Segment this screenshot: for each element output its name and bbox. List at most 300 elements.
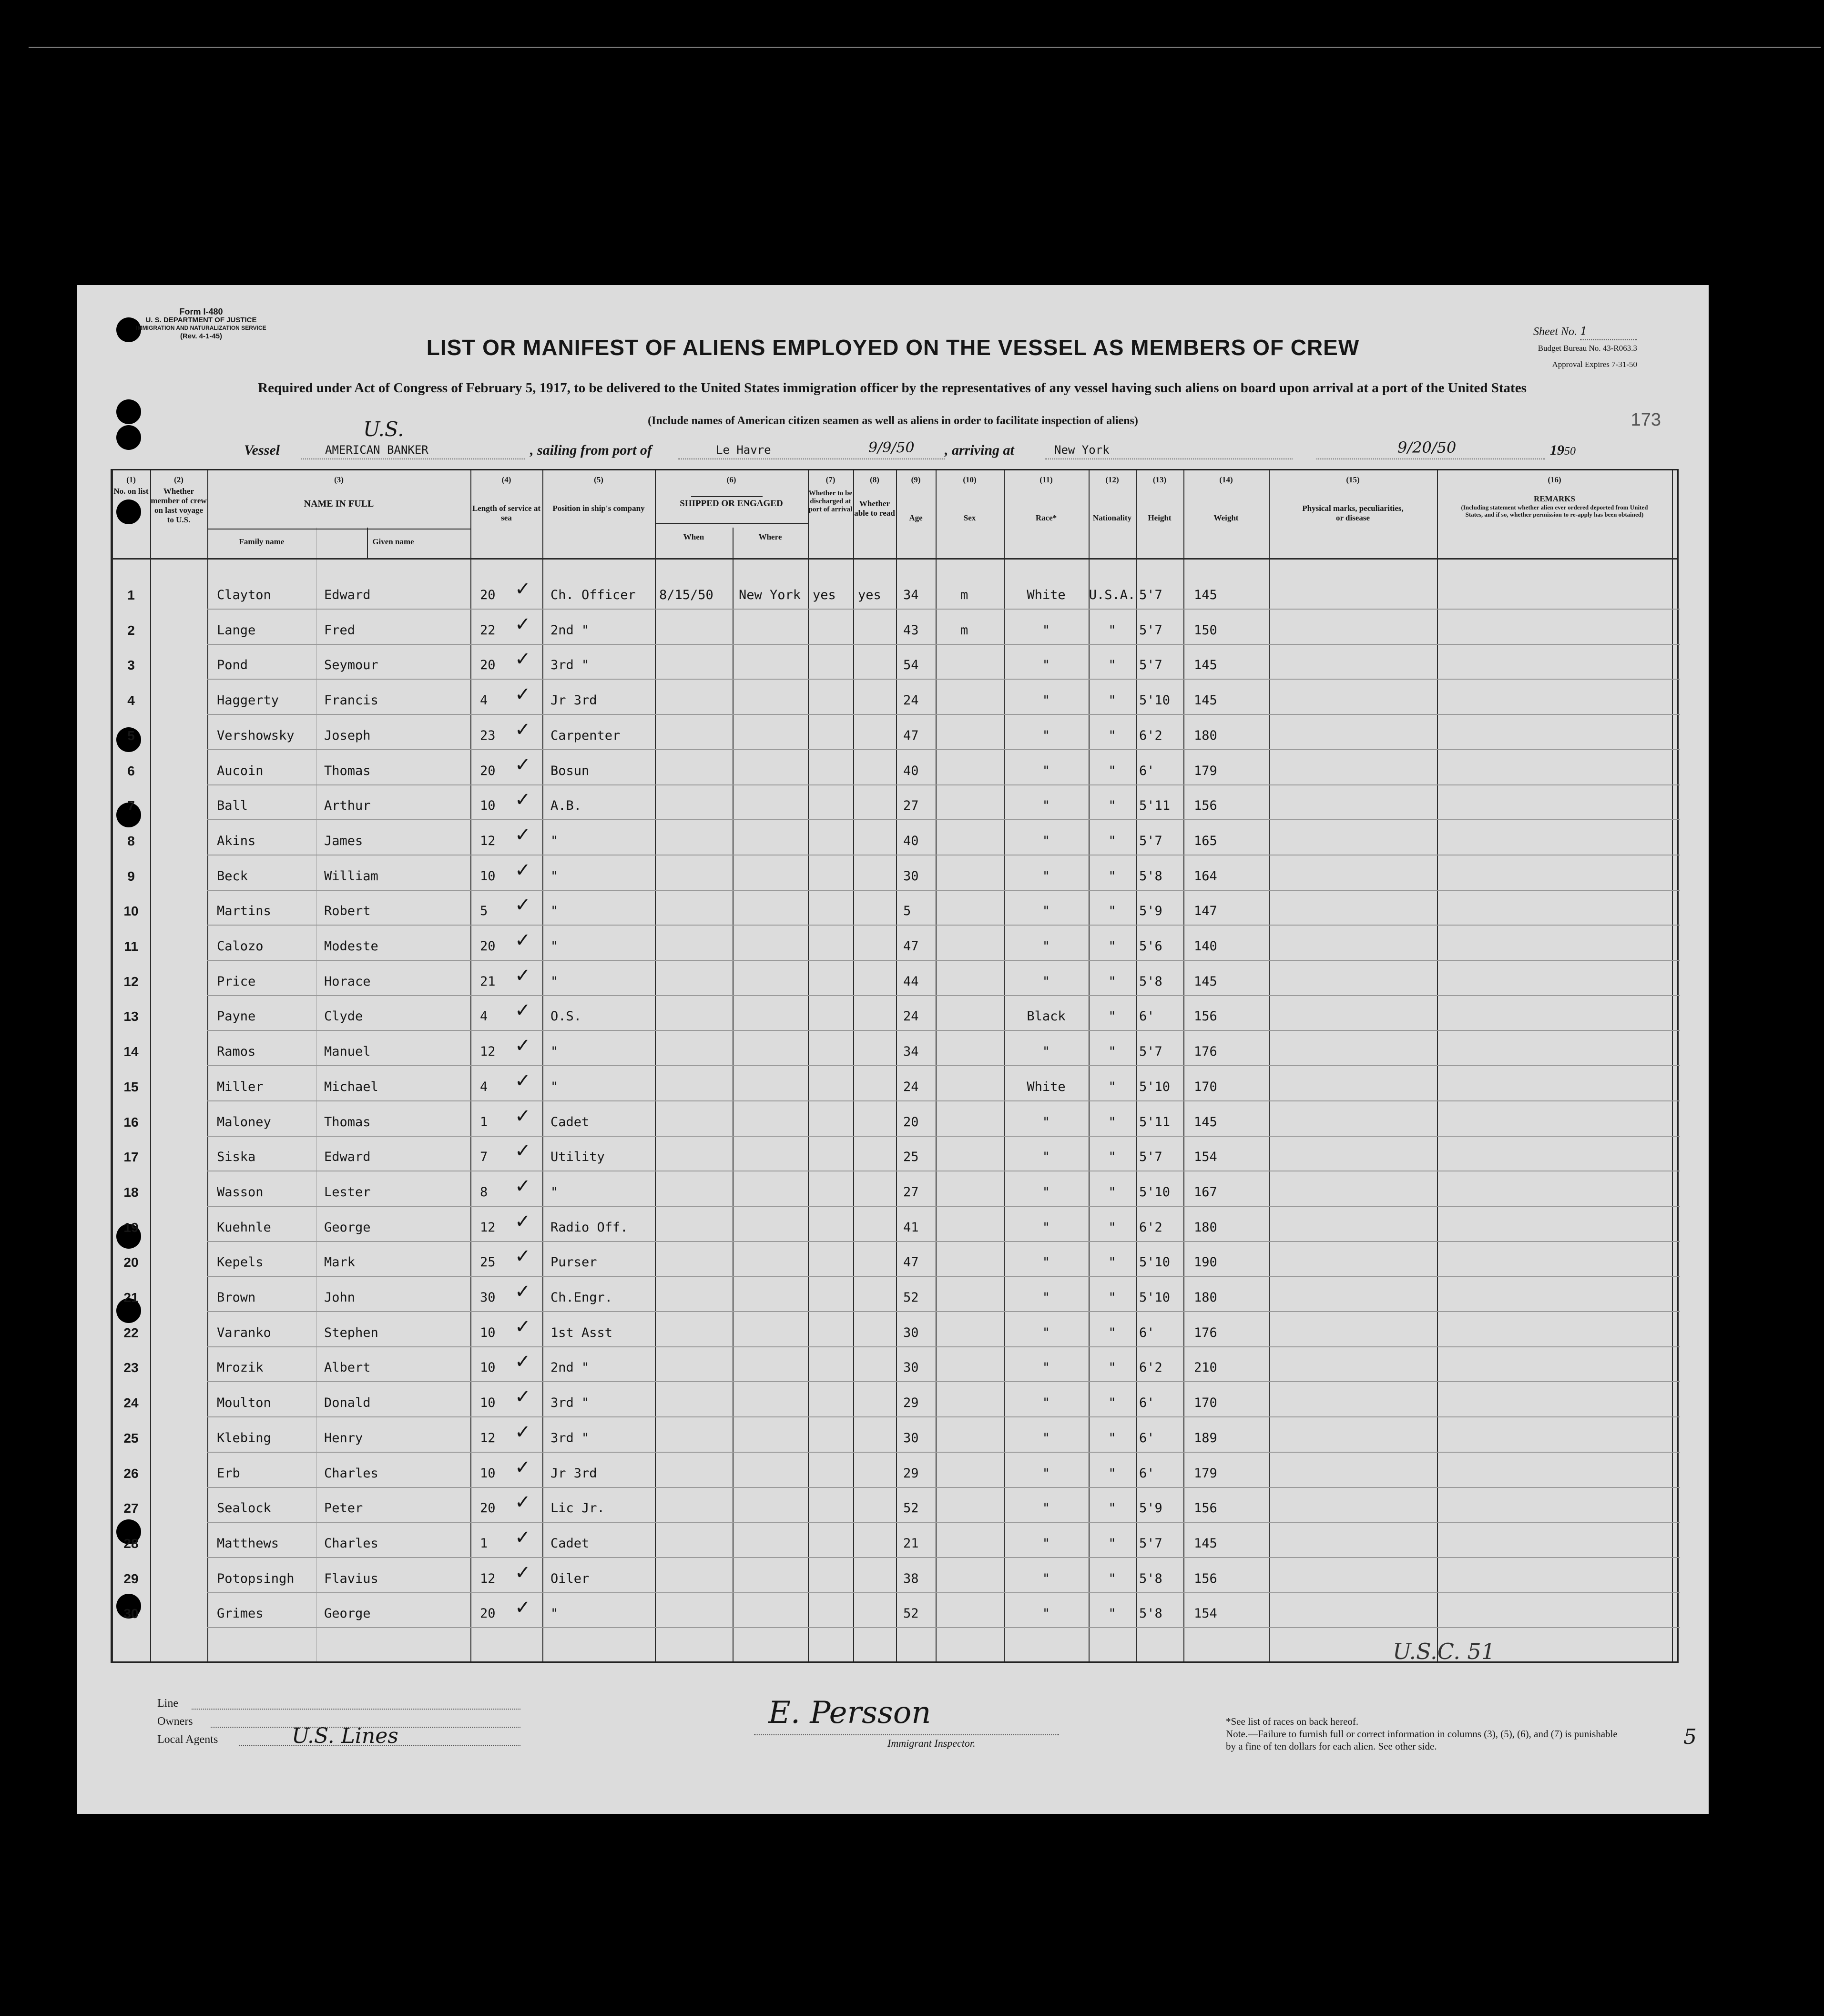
row-number: 14: [123, 1044, 139, 1059]
row-number: 22: [123, 1325, 139, 1340]
family-name: Erb: [217, 1466, 240, 1481]
table-row: [112, 1458, 1680, 1494]
department-name: U. S. DEPARTMENT OF JUSTICE: [145, 316, 257, 324]
nationality: ": [1108, 763, 1116, 778]
position: ": [550, 904, 559, 919]
row-number: 24: [123, 1395, 139, 1411]
table-row: [112, 1177, 1680, 1212]
nationality: ": [1108, 1220, 1116, 1235]
table-row: [112, 1001, 1680, 1037]
given-name: Manuel: [324, 1044, 371, 1059]
given-name-header: Given name: [372, 537, 414, 546]
arriving-label: , arriving at: [945, 442, 1014, 458]
position: Jr 3rd: [550, 1466, 597, 1481]
row-rule: [207, 1381, 1680, 1382]
race: ": [1042, 798, 1050, 814]
given-name: John: [324, 1290, 356, 1305]
nationality: ": [1108, 1044, 1116, 1059]
family-name: Grimes: [217, 1606, 264, 1621]
check-mark-icon: ✓: [515, 1351, 531, 1373]
check-mark-icon: ✓: [515, 1491, 531, 1514]
family-name-header: Family name: [239, 537, 285, 546]
shipped-where: New York: [739, 588, 801, 602]
position: Radio Off.: [550, 1220, 628, 1235]
weight: 180: [1194, 1220, 1217, 1235]
check-mark-icon: ✓: [515, 824, 531, 846]
age: 27: [903, 798, 919, 814]
col5-header: (5) Position in ship's company: [552, 475, 645, 513]
table-row: [112, 1283, 1680, 1318]
nationality: ": [1108, 1184, 1116, 1200]
sailing-port: Le Havre: [716, 443, 771, 457]
nationality: ": [1108, 658, 1116, 673]
row-rule: [207, 784, 1680, 785]
table-row: [112, 1423, 1680, 1458]
height: 5'10: [1139, 1184, 1171, 1200]
service-length: 4: [480, 1079, 488, 1094]
family-name: Klebing: [217, 1430, 271, 1446]
age: 29: [903, 1395, 919, 1411]
nationality: ": [1108, 1501, 1116, 1516]
weight: 156: [1194, 1571, 1217, 1586]
height: 5'11: [1139, 1114, 1171, 1130]
nationality: ": [1108, 833, 1116, 848]
manifest-sheet: [77, 285, 1709, 1814]
given-name: Henry: [324, 1430, 363, 1446]
col9-header: (9) Age: [909, 475, 923, 522]
check-mark-icon: ✓: [515, 1315, 531, 1338]
family-name: Siska: [217, 1150, 256, 1165]
family-name: Calozo: [217, 939, 264, 954]
check-mark-icon: ✓: [515, 1526, 531, 1548]
height: 5'11: [1139, 798, 1171, 814]
given-name: Edward: [324, 588, 371, 602]
nationality: ": [1108, 798, 1116, 814]
position: Jr 3rd: [550, 693, 597, 708]
position: Bosun: [550, 763, 590, 778]
weight: 145: [1194, 1536, 1217, 1551]
row-rule: [207, 1311, 1680, 1312]
family-name: Clayton: [217, 588, 271, 602]
weight: 145: [1194, 658, 1217, 673]
vessel-name: AMERICAN BANKER: [325, 443, 428, 457]
service-length: 8: [480, 1184, 488, 1200]
age: 30: [903, 1430, 919, 1446]
service-length: 12: [480, 1430, 496, 1446]
table-row: [112, 1599, 1680, 1634]
given-name: Michael: [324, 1079, 378, 1094]
race: ": [1042, 1395, 1050, 1411]
col12-header: (12) Nationality: [1092, 475, 1132, 522]
check-mark-icon: ✓: [515, 1281, 531, 1303]
table-row: [112, 615, 1680, 651]
race: ": [1042, 904, 1050, 919]
age: 34: [903, 1044, 919, 1059]
row-number: 3: [127, 658, 135, 673]
sex: m: [960, 622, 968, 638]
local-agents-value: U.S. Lines: [292, 1724, 398, 1748]
position: 2nd ": [550, 1360, 590, 1375]
position: 1st Asst: [550, 1325, 613, 1340]
col10-header: (10) Sex: [963, 475, 977, 522]
family-name: Akins: [217, 833, 256, 848]
row-number: 26: [123, 1466, 139, 1481]
row-number: 28: [123, 1536, 139, 1551]
row-number: 5: [127, 728, 135, 743]
given-name: Fred: [324, 622, 356, 638]
row-rule: [207, 1452, 1680, 1453]
position: Cadet: [550, 1114, 590, 1130]
race: ": [1042, 693, 1050, 708]
row-rule: [207, 1346, 1680, 1347]
page-mark: 5: [1683, 1725, 1697, 1749]
position: Cadet: [550, 1536, 590, 1551]
nationality: ": [1108, 1079, 1116, 1094]
family-name: Matthews: [217, 1536, 279, 1551]
sailing-label: , sailing from port of: [530, 442, 652, 458]
race: Black: [1027, 1009, 1066, 1024]
table-row: [112, 1493, 1680, 1528]
weight: 156: [1194, 1009, 1217, 1024]
race: ": [1042, 833, 1050, 848]
row-rule: [207, 1065, 1680, 1066]
check-mark-icon: ✓: [515, 1386, 531, 1408]
given-name: Horace: [324, 974, 371, 989]
height: 6': [1139, 1466, 1155, 1481]
position: 3rd ": [550, 1430, 590, 1446]
age: 24: [903, 693, 919, 708]
height: 5'8: [1139, 1571, 1162, 1586]
age: 40: [903, 833, 919, 848]
check-mark-icon: ✓: [515, 859, 531, 881]
service-length: 4: [480, 693, 488, 708]
arriving-date-line: [1316, 458, 1545, 459]
check-mark-icon: ✓: [515, 929, 531, 951]
height: 5'7: [1139, 1150, 1162, 1165]
given-name: Peter: [324, 1501, 363, 1516]
height: 6': [1139, 763, 1155, 778]
position: Oiler: [550, 1571, 590, 1586]
height: 6'2: [1139, 1360, 1162, 1375]
row-number: 17: [123, 1150, 139, 1165]
weight: 170: [1194, 1395, 1217, 1411]
punch-hole: [116, 425, 141, 450]
family-name: Ball: [217, 798, 248, 814]
race: ": [1042, 1184, 1050, 1200]
age: 30: [903, 1325, 919, 1340]
age: 25: [903, 1150, 919, 1165]
arriving-port: New York: [1054, 443, 1110, 457]
crew-manifest-table: [111, 469, 1679, 1663]
budget-bureau-number: Budget Bureau No. 43-R063.3: [1538, 344, 1637, 353]
given-name: George: [324, 1606, 371, 1621]
height: 5'7: [1139, 588, 1162, 602]
service-length: 20: [480, 1501, 496, 1516]
nationality: ": [1108, 1114, 1116, 1130]
check-mark-icon: ✓: [515, 683, 531, 706]
position: O.S.: [550, 1009, 582, 1024]
row-number: 16: [123, 1114, 139, 1130]
service-length: 30: [480, 1290, 496, 1305]
arriving-line: [1045, 458, 1293, 459]
check-mark-icon: ✓: [515, 1069, 531, 1092]
table-row: [112, 1353, 1680, 1388]
family-name: Sealock: [217, 1501, 271, 1516]
age: 47: [903, 939, 919, 954]
table-row: [112, 1037, 1680, 1072]
col2-header: (2) Whether member of crew on last voyage to U.S.: [151, 475, 207, 524]
position: 3rd ": [550, 658, 590, 673]
document-subnote: (Include names of American citizen seamen as well as aliens in order to facilitate inspection of aliens): [648, 415, 1138, 427]
row-number: 13: [123, 1009, 139, 1024]
col11-header: (11) Race*: [1035, 475, 1057, 522]
nationality: ": [1108, 728, 1116, 743]
table-row: [112, 1561, 1680, 1599]
height: 5'7: [1139, 1044, 1162, 1059]
position: ": [550, 833, 559, 848]
given-name: William: [324, 868, 378, 884]
nationality: ": [1108, 1290, 1116, 1305]
weight: 156: [1194, 1501, 1217, 1516]
family-name: Varanko: [217, 1325, 271, 1340]
race: ": [1042, 939, 1050, 954]
weight: 156: [1194, 798, 1217, 814]
table-row: [112, 896, 1680, 931]
weight: 179: [1194, 1466, 1217, 1481]
check-mark-icon: ✓: [515, 613, 531, 635]
family-name: Price: [217, 974, 256, 989]
col15-header: (15) Physical marks, peculiarities, or disease: [1302, 475, 1404, 522]
approval-expiry: Approval Expires 7-31-50: [1552, 360, 1637, 369]
table-row: [112, 1107, 1680, 1142]
given-name: Lester: [324, 1184, 371, 1200]
age: 5: [903, 904, 911, 919]
family-name: Brown: [217, 1290, 256, 1305]
check-mark-icon: ✓: [515, 1035, 531, 1057]
row-rule: [207, 960, 1680, 961]
row-number: 29: [123, 1571, 139, 1586]
col4-header: (4) Length of service at sea: [472, 475, 541, 522]
age: 29: [903, 1466, 919, 1481]
able-to-read: yes: [858, 588, 881, 602]
position: ": [550, 1044, 559, 1059]
weight: 189: [1194, 1430, 1217, 1446]
race: White: [1027, 588, 1066, 602]
given-name: Joseph: [324, 728, 371, 743]
sailing-line: [678, 458, 945, 459]
age: 27: [903, 1184, 919, 1200]
table-row: [112, 1388, 1680, 1423]
position: ": [550, 1606, 559, 1621]
weight: 147: [1194, 904, 1217, 919]
nationality: ": [1108, 1255, 1116, 1270]
service-length: 10: [480, 868, 496, 884]
race: ": [1042, 868, 1050, 884]
weight: 154: [1194, 1150, 1217, 1165]
weight: 154: [1194, 1606, 1217, 1621]
check-mark-icon: ✓: [515, 1597, 531, 1619]
inspector-label: Immigrant Inspector.: [887, 1737, 976, 1749]
height: 5'7: [1139, 622, 1162, 638]
col6-header: (6) SHIPPED OR ENGAGED: [680, 475, 783, 509]
row-rule: [207, 749, 1680, 750]
owners-label: Owners: [157, 1715, 193, 1728]
year-suffix: 50: [1564, 445, 1576, 458]
nationality: ": [1108, 622, 1116, 638]
nationality: ": [1108, 974, 1116, 989]
table-row: [112, 580, 1680, 615]
race: ": [1042, 1325, 1050, 1340]
service-length: 20: [480, 658, 496, 673]
row-number: 1: [127, 588, 135, 602]
service-length: 12: [480, 1571, 496, 1586]
check-mark-icon: ✓: [515, 1245, 531, 1268]
vessel-line: [301, 458, 525, 459]
check-mark-icon: ✓: [515, 718, 531, 741]
nationality: ": [1108, 1360, 1116, 1375]
row-rule: [207, 1276, 1680, 1277]
weight: 145: [1194, 588, 1217, 602]
service-length: 12: [480, 833, 496, 848]
given-name: Flavius: [324, 1571, 378, 1586]
service-length: 20: [480, 588, 496, 602]
row-rule: [207, 1487, 1680, 1488]
race: ": [1042, 1466, 1050, 1481]
race: ": [1042, 1044, 1050, 1059]
position: Purser: [550, 1255, 597, 1270]
height: 6': [1139, 1009, 1155, 1024]
given-name: Clyde: [324, 1009, 363, 1024]
nationality: ": [1108, 868, 1116, 884]
service-length: 10: [480, 1360, 496, 1375]
sex: m: [960, 588, 968, 602]
given-name: Arthur: [324, 798, 371, 814]
weight: 176: [1194, 1325, 1217, 1340]
when-header: When: [683, 532, 704, 541]
family-name: Ramos: [217, 1044, 256, 1059]
nationality: ": [1108, 1009, 1116, 1024]
given-name: George: [324, 1220, 371, 1235]
height: 5'6: [1139, 939, 1162, 954]
weight: 150: [1194, 622, 1217, 638]
height: 6'2: [1139, 728, 1162, 743]
inspector-signature: E. Persson: [768, 1695, 931, 1731]
age: 44: [903, 974, 919, 989]
age: 40: [903, 763, 919, 778]
given-name: Robert: [324, 904, 371, 919]
family-name: Miller: [217, 1079, 264, 1094]
family-name: Beck: [217, 868, 248, 884]
table-row: [112, 650, 1680, 685]
weight: 140: [1194, 939, 1217, 954]
nationality: ": [1108, 1571, 1116, 1586]
table-row: [112, 1212, 1680, 1248]
service-length: 7: [480, 1150, 488, 1165]
row-number: 25: [123, 1430, 139, 1446]
family-name: Martins: [217, 904, 271, 919]
col8-header: (8) Whether able to read: [854, 475, 895, 518]
nationality: ": [1108, 693, 1116, 708]
age: 47: [903, 1255, 919, 1270]
given-name: Charles: [324, 1466, 378, 1481]
service-length: 10: [480, 798, 496, 814]
family-name: Haggerty: [217, 693, 279, 708]
race: ": [1042, 1360, 1050, 1375]
service-length: 20: [480, 939, 496, 954]
fine-note: Note.—Failure to furnish full or correct information in columns (3), (5), (6), and (7) is punishable by a fine of ten dollars for each alien. See other side.: [1226, 1728, 1618, 1752]
given-name: Charles: [324, 1536, 378, 1551]
row-number: 7: [127, 798, 135, 814]
given-name: James: [324, 833, 363, 848]
position: 2nd ": [550, 622, 590, 638]
service-length: 1: [480, 1114, 488, 1130]
service-length: 20: [480, 763, 496, 778]
race: ": [1042, 1571, 1050, 1586]
weight: 167: [1194, 1184, 1217, 1200]
race: ": [1042, 974, 1050, 989]
table-row: [112, 1315, 1680, 1353]
age: 24: [903, 1079, 919, 1094]
bottom-annotation: U.S.C. 51: [1393, 1639, 1495, 1664]
nationality: ": [1108, 904, 1116, 919]
position: ": [550, 1184, 559, 1200]
weight: 145: [1194, 974, 1217, 989]
sailing-date: 9/9/50: [868, 439, 915, 456]
age: 47: [903, 728, 919, 743]
nationality: ": [1108, 1606, 1116, 1621]
check-mark-icon: ✓: [515, 1210, 531, 1232]
race: White: [1027, 1079, 1066, 1094]
table-row: [112, 1069, 1680, 1107]
row-number: 6: [127, 763, 135, 778]
height: 5'9: [1139, 1501, 1162, 1516]
age: 34: [903, 588, 919, 602]
given-name: Albert: [324, 1360, 371, 1375]
service-length: 1: [480, 1536, 488, 1551]
race: ": [1042, 1220, 1050, 1235]
height: 5'8: [1139, 868, 1162, 884]
check-mark-icon: ✓: [515, 1421, 531, 1443]
service-length: 10: [480, 1395, 496, 1411]
document-subtitle: Required under Act of Congress of February 5, 1917, to be delivered to the United States immigration officer by the representatives of any vessel having such aliens on board upon arrival at a port of the United States: [258, 380, 1527, 396]
row-rule: [207, 714, 1680, 715]
service-length: 12: [480, 1220, 496, 1235]
row-rule: [207, 1592, 1680, 1593]
weight: 176: [1194, 1044, 1217, 1059]
nationality: ": [1108, 1536, 1116, 1551]
given-name: Francis: [324, 693, 378, 708]
age: 54: [903, 658, 919, 673]
position: ": [550, 1079, 559, 1094]
row-number: 30: [123, 1606, 139, 1621]
height: 5'7: [1139, 658, 1162, 673]
check-mark-icon: ✓: [515, 753, 531, 776]
row-rule: [207, 1206, 1680, 1207]
position: Utility: [550, 1150, 605, 1165]
weight: 180: [1194, 728, 1217, 743]
height: 6'2: [1139, 1220, 1162, 1235]
form-number: Form I-480: [179, 307, 223, 316]
col7-header: (7) Whether to be discharged at port of arrival: [808, 475, 853, 513]
col1-header: (1) No. on list: [113, 475, 149, 496]
check-mark-icon: ✓: [515, 1456, 531, 1478]
height: 6': [1139, 1395, 1155, 1411]
age: 21: [903, 1536, 919, 1551]
table-row: [112, 931, 1680, 967]
row-rule: [207, 1241, 1680, 1242]
table-row: [112, 791, 1680, 826]
service-length: 23: [480, 728, 496, 743]
